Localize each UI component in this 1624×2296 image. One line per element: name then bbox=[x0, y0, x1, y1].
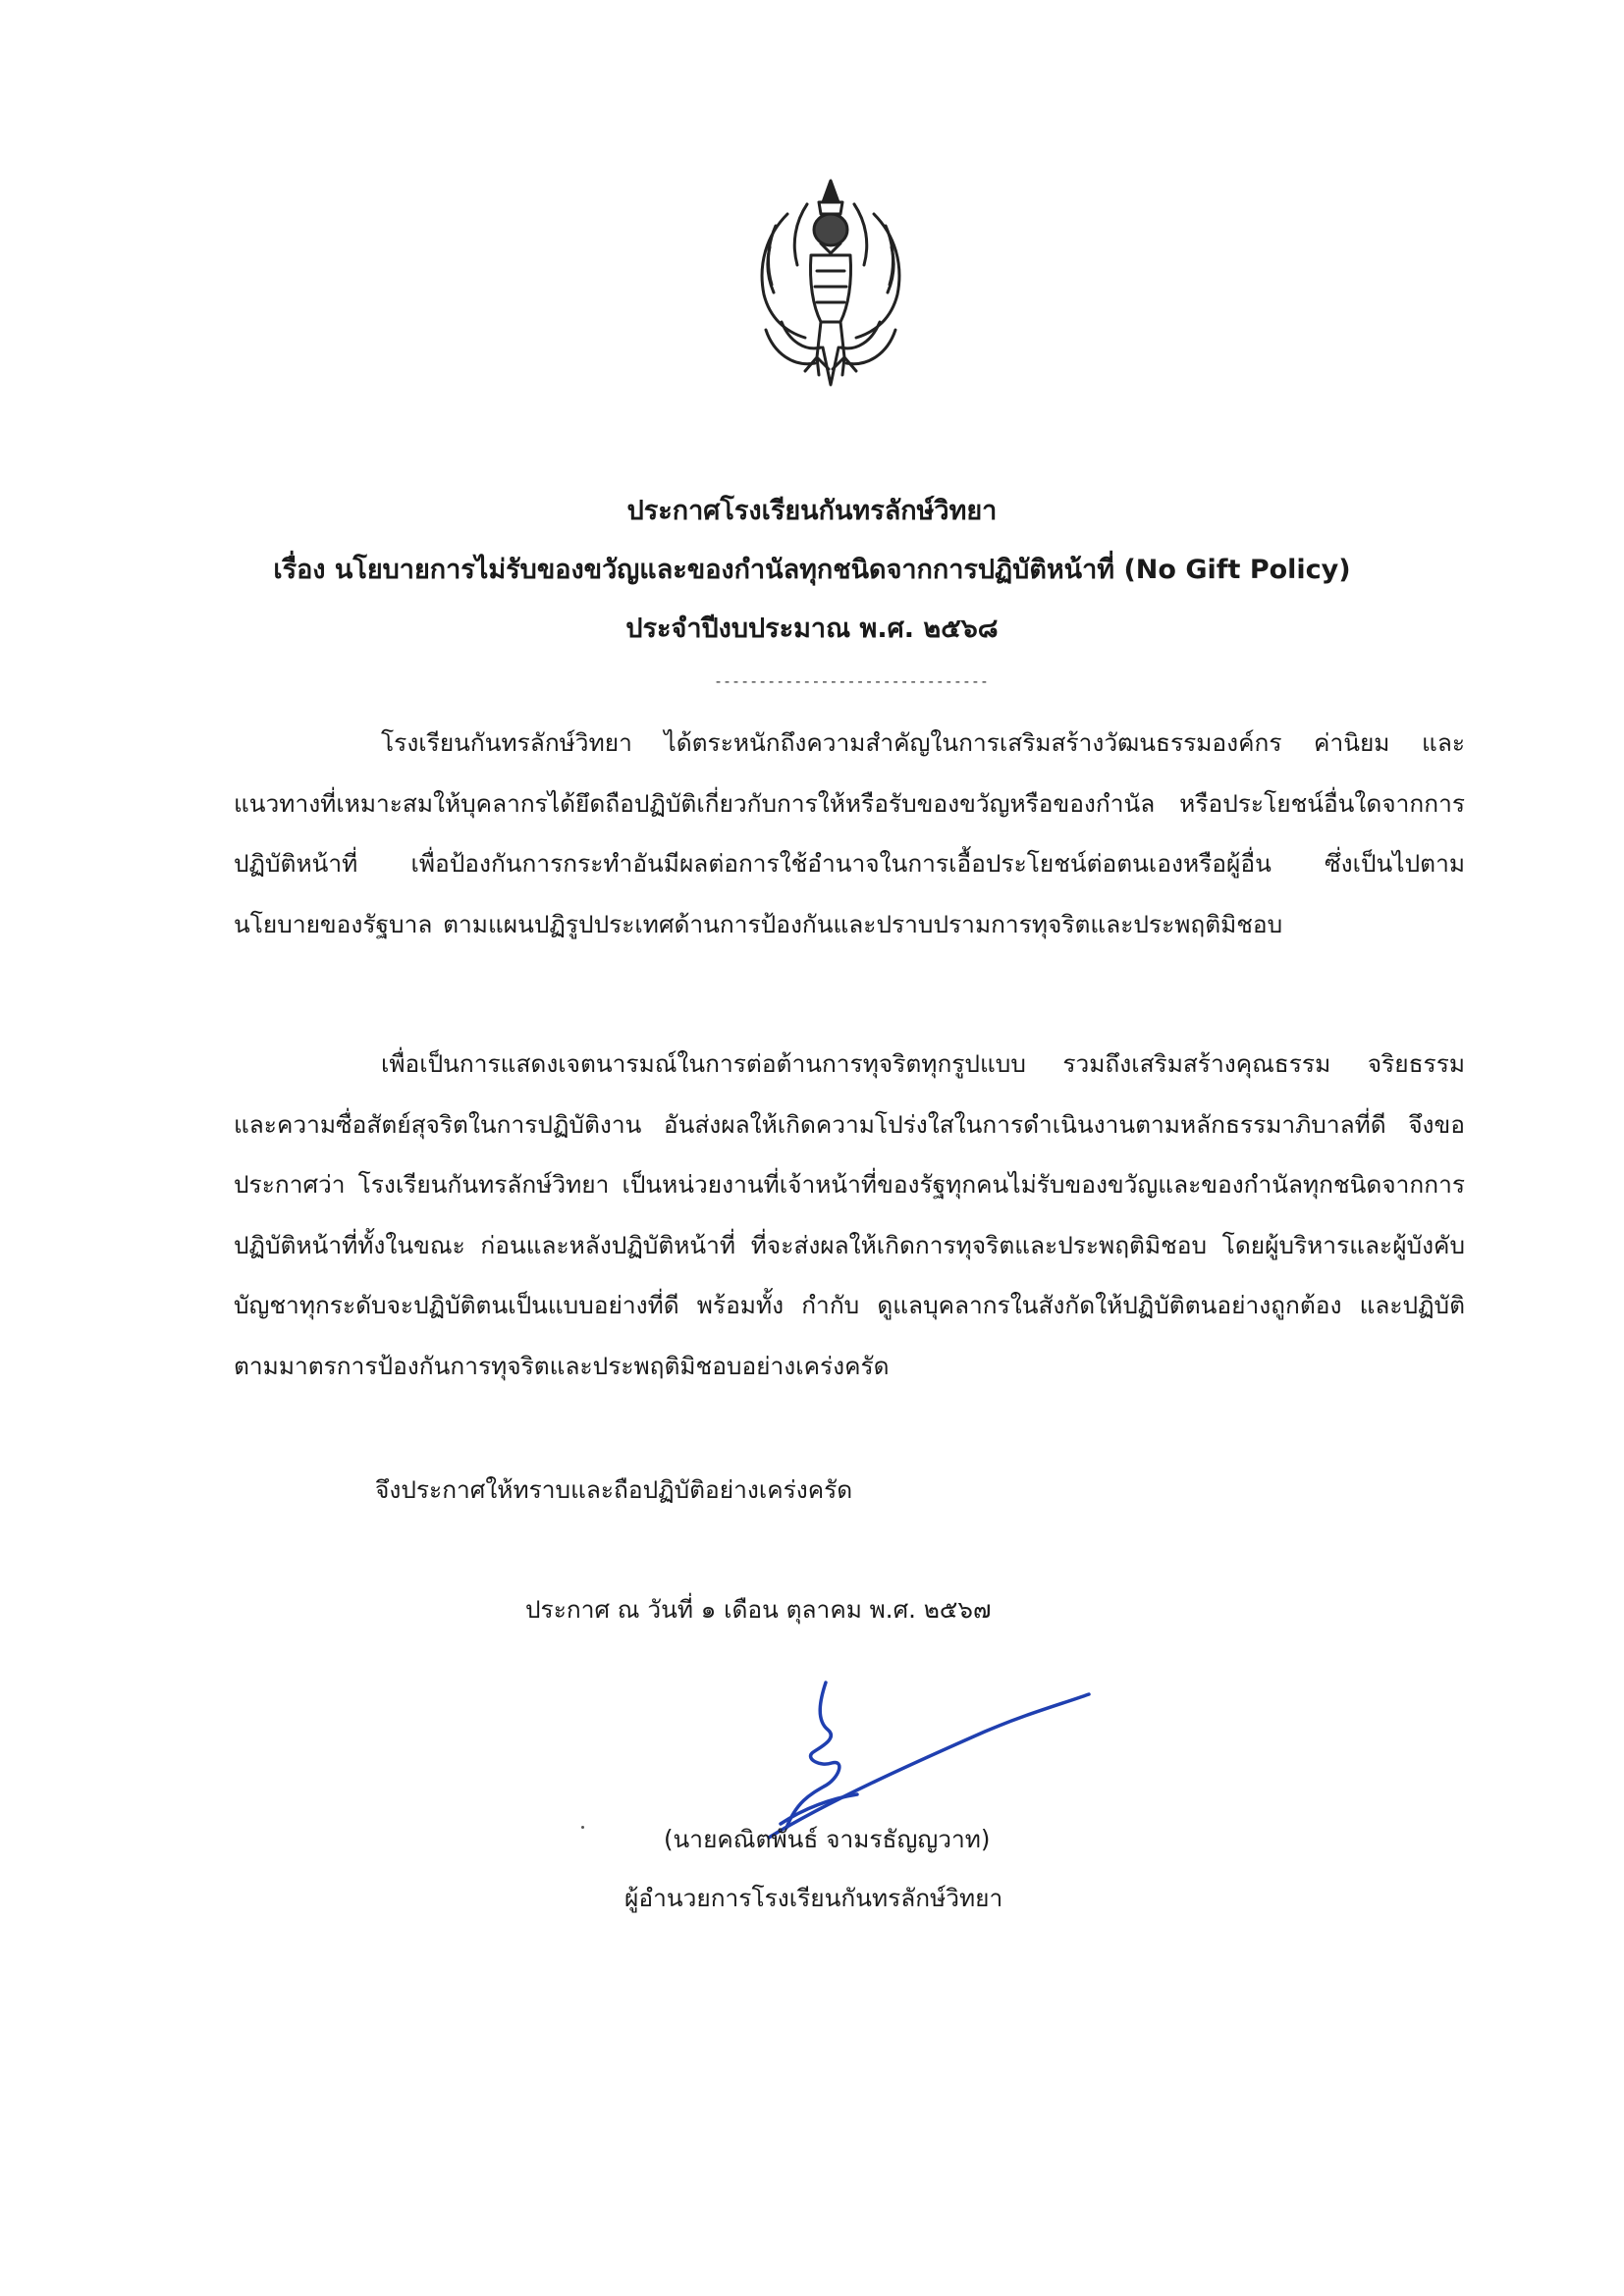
body-paragraph-2: เพื่อเป็นการแสดงเจตนารมณ์ในการต่อต้านการทุจริตทุกรูปแบบ รวมถึงเสริมสร้างคุณธรรม จริยธรรม และความซื่อสัตย์สุจริตในการปฏิบัติงาน อันส่งผลให้เกิดความโปร่งใสในการดำเนินงานตามหลักธรรมาภิบาลที่ดี จึงขอประกาศว่า โรงเรียนกันทรลักษ์วิทยา เป็นหน่วยงานที่เจ้าหน้าที่ของรัฐทุกคนไม่รับของขวัญและของกำนัลทุกชนิดจากการปฏิบัติหน้าที่ทั้งในขณะ ก่อนและหลังปฏิบัติหน้าที่ ที่จะส่งผลให้เกิดการทุจริตและประพฤติมิชอบ โดยผู้บริหารและผู้บังคับบัญชาทุกระดับจะปฏิบัติตนเป็นแบบอย่างที่ดี พร้อมทั้ง กำกับ ดูแลบุคลากรในสังกัดให้ปฏิบัติตนอย่างถูกต้อง และปฏิบัติตามมาตรการป้องกันการทุจริตและประพฤติมิชอบอย่างเคร่งครัด bbox=[234, 1049, 1465, 1380]
fiscal-year-line: ประจำปีงบประมาณ พ.ศ. ๒๕๖๘ bbox=[625, 614, 999, 644]
garuda-emblem-icon bbox=[727, 175, 935, 393]
announcement-subject: เรื่อง นโยบายการไม่รับของขวัญและของกำนัลทุกชนิดจากการปฏิบัติหน้าที่ (No Gift Policy) bbox=[273, 555, 1351, 585]
announcement-title: ประกาศโรงเรียนกันทรลักษ์วิทยา bbox=[626, 496, 998, 526]
handwritten-signature bbox=[722, 1671, 1095, 1847]
header-divider: ------------------------------- bbox=[714, 672, 989, 690]
signer-title: ผู้อำนวยการโรงเรียนกันทรลักษ์วิทยา bbox=[624, 1884, 1003, 1912]
body-paragraph-1: โรงเรียนกันทรลักษ์วิทยา ได้ตระหนักถึงความสำคัญในการเสริมสร้างวัฒนธรรมองค์กร ค่านิยม และแนวทางที่เหมาะสมให้บุคลากรได้ยึดถือปฏิบัติเกี่ยวกับการให้หรือรับของขวัญหรือของกำนัล หรือประโยชน์อื่นใดจากการปฏิบัติหน้าที่ เพื่อป้องกันการกระทำอันมีผลต่อการใช้อำนาจในการเอื้อประโยชน์ต่อตนเองหรือผู้อื่น ซึ่งเป็นไปตามนโยบายของรัฐบาล ตามแผนปฏิรูปประเทศด้านการป้องกันและปราบปรามการทุจริตและประพฤติมิชอบ bbox=[234, 728, 1465, 938]
announcement-date: ประกาศ ณ วันที่ ๑ เดือน ตุลาคม พ.ศ. ๒๕๖๗ bbox=[525, 1595, 992, 1624]
closing-statement: จึงประกาศให้ทราบและถือปฏิบัติอย่างเคร่งครัด bbox=[375, 1475, 853, 1504]
signer-name: (นายคณิตพันธ์ จามรธัญญวาท) bbox=[664, 1825, 991, 1853]
signature-dot bbox=[581, 1826, 584, 1829]
